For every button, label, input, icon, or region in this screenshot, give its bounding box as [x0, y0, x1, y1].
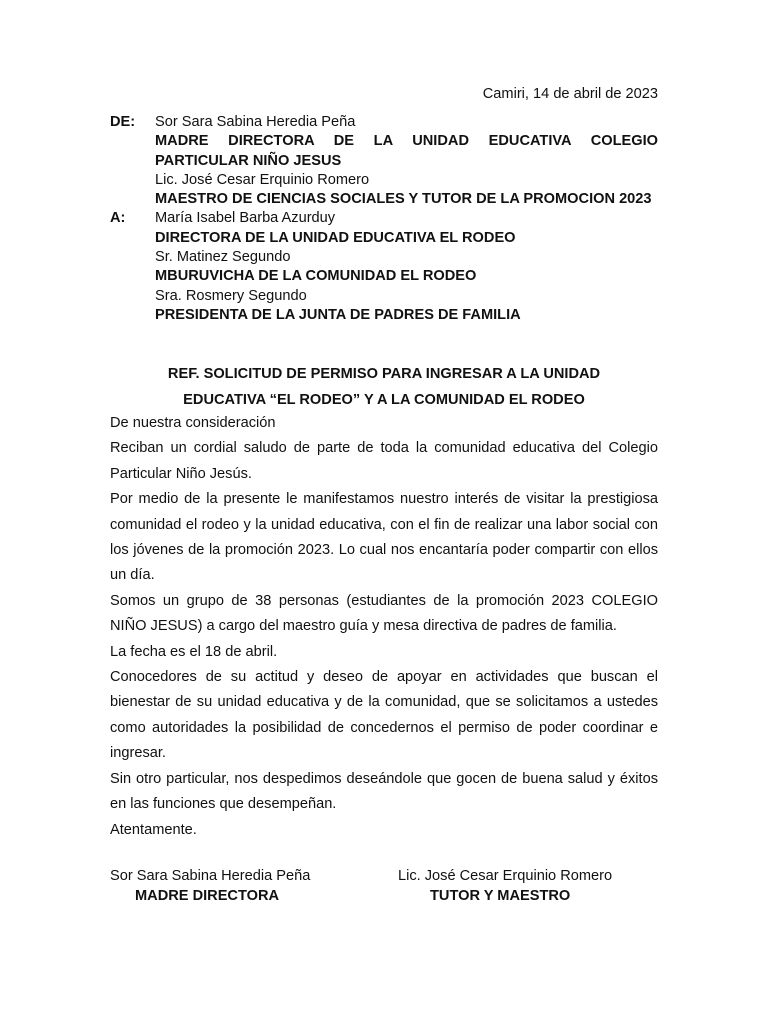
to-section: [110, 209, 658, 325]
from-title-2: MAESTRO DE CIENCIAS SOCIALES Y TUTOR DE LA PROMOCION 2023: [155, 191, 652, 208]
from-label: DE:: [110, 114, 136, 130]
address-block: [110, 113, 658, 325]
closing: Atentamente.: [110, 821, 197, 838]
to-title-3: PRESIDENTA DE LA JUNTA DE PADRES DE FAMILIA: [155, 306, 521, 323]
signature-right-title: TUTOR Y MAESTRO: [430, 888, 571, 904]
date-line: Camiri, 14 de abril de 2023: [482, 86, 658, 102]
from-name-2: Lic. José Cesar Erquinio Romero: [155, 171, 370, 188]
signature-right: [398, 866, 612, 906]
paragraph-4: La fecha es el 18 de abril.: [110, 643, 278, 660]
signature-left-name: Sor Sara Sabina Heredia Peña: [110, 868, 311, 884]
paragraph-5: Conocedores de su actitud y deseo de apoyar en actividades que buscan el bienestar de su unidad educativa y de la comunidad, que se solicitamos a ustedes como autoridades la posibilidad de concedernos el permiso de poder coordinar e ingresar.: [110, 669, 658, 762]
greeting: De nuestra consideración: [110, 415, 276, 431]
signature-left: [110, 866, 310, 906]
to-title-2: MBURUVICHA DE LA COMUNIDAD EL RODEO: [155, 268, 477, 285]
to-label: A:: [110, 210, 126, 227]
letter-body: [110, 411, 658, 843]
to-title-1: DIRECTORA DE LA UNIDAD EDUCATIVA EL RODEO: [155, 229, 516, 246]
to-name-1: María Isabel Barba Azurduy: [155, 210, 336, 227]
from-name-1: Sor Sara Sabina Heredia Peña: [155, 114, 356, 130]
reference-line: [110, 361, 658, 413]
from-title-1: MADRE DIRECTORA DE LA UNIDAD EDUCATIVA COLEGIO PARTICULAR NIÑO JESUS: [155, 133, 658, 169]
paragraph-1: Reciban un cordial saludo de parte de toda la comunidad educativa del Colegio Particular Niño Jesús.: [110, 440, 658, 482]
signature-left-title: MADRE DIRECTORA: [135, 888, 280, 904]
paragraph-6: Sin otro particular, nos despedimos deseándole que gocen de buena salud y éxitos en las funciones que desempeñan.: [110, 770, 658, 813]
from-section: [110, 113, 658, 209]
signature-right-name: Lic. José Cesar Erquinio Romero: [398, 868, 613, 884]
reference-line-2: EDUCATIVA “EL RODEO” Y A LA COMUNIDAD EL RODEO: [183, 392, 585, 408]
paragraph-2: Por medio de la presente le manifestamos nuestro interés de visitar la prestigiosa comunidad el rodeo y la unidad educativa, con el fin de realizar una labor social con los jóvenes de la promoción 2023. Lo cual nos encantaría poder compartir con ellos un día.: [110, 491, 658, 584]
to-name-2: Sr. Matinez Segundo: [155, 249, 291, 266]
paragraph-3: Somos un grupo de 38 personas (estudiantes de la promoción 2023 COLEGIO NIÑO JESUS) a cargo del maestro guía y mesa directiva de padres de familia.: [110, 592, 658, 635]
to-name-3: Sra. Rosmery Segundo: [155, 287, 307, 304]
reference-line-1: REF. SOLICITUD DE PERMISO PARA INGRESAR A LA UNIDAD: [167, 366, 601, 382]
